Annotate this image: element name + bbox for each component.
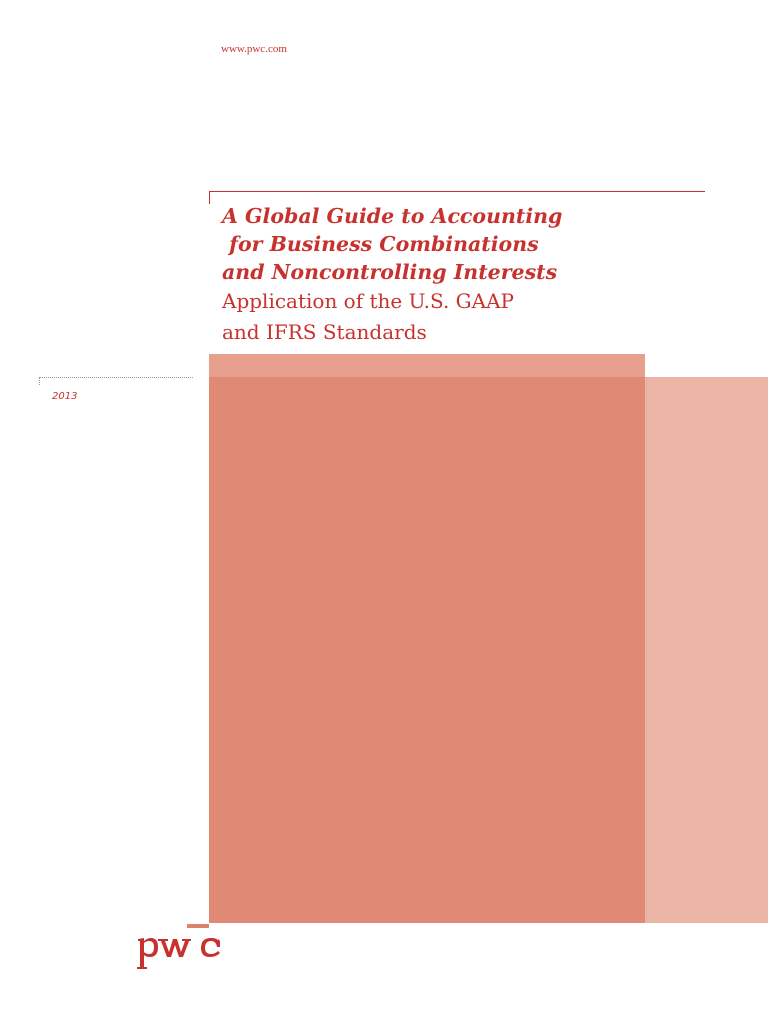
- logo-accent-bar: [187, 924, 209, 928]
- dotted-divider: [39, 377, 193, 378]
- title-line-1: A Global Guide to Accounting: [222, 204, 563, 228]
- subtitle-line-1: Application of the U.S. GAAP: [222, 289, 514, 313]
- cover-panel-top: [209, 354, 645, 378]
- title-block: [222, 202, 662, 348]
- cover-panel-back: [645, 377, 768, 923]
- title-line-2: for Business Combinations: [222, 232, 539, 256]
- edition-year: 2013: [52, 391, 78, 402]
- title-line-3: and Noncontrolling Interests: [222, 260, 558, 284]
- title-rule: [209, 191, 705, 192]
- website-link[interactable]: www.pwc.com: [221, 43, 287, 55]
- pwc-logo-icon: [136, 930, 222, 974]
- subtitle-line-2: and IFRS Standards: [222, 320, 427, 344]
- title-rule-tick: [209, 191, 210, 204]
- cover-panel-main: [209, 377, 645, 923]
- dotted-divider-tick: [39, 377, 40, 385]
